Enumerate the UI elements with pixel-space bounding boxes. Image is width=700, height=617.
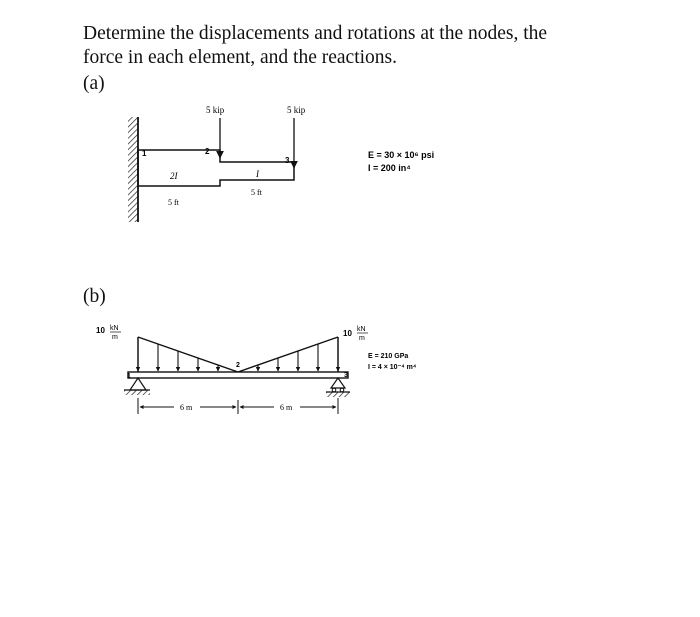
stepped-beam — [138, 150, 294, 186]
part-b-label: (b) — [83, 286, 106, 307]
modulus-b: E = 210 GPa — [368, 353, 409, 360]
inertia-b: I = 4 × 10⁻⁴ m⁴ — [368, 364, 417, 371]
problem-line-2: force in each element, and the reactions. — [83, 47, 398, 68]
node-3-label-a: 3 — [285, 156, 290, 165]
node-2-label-a: 2 — [205, 147, 210, 156]
node-1-label-a: 1 — [142, 149, 147, 158]
part-a-label: (a) — [83, 73, 105, 94]
length-right-b: 6 m — [280, 403, 293, 412]
length-left-b: 6 m — [180, 403, 193, 412]
pin-support-left — [124, 378, 150, 395]
length-left-a: 5 ft — [168, 198, 179, 207]
roller-support-right — [326, 378, 350, 397]
load-left-unit-num: kN — [110, 325, 119, 332]
stiffness-left: 2I — [170, 171, 178, 181]
dimension-line-b — [138, 398, 338, 414]
modulus-a: E = 30 × 10⁶ psi — [368, 150, 435, 160]
load-right-value: 10 — [343, 329, 352, 338]
load-left-unit-den: m — [112, 334, 118, 341]
inertia-a: I = 200 in⁴ — [368, 163, 411, 173]
load-left-label: 5 kip — [206, 105, 225, 115]
load-right-unit-num: kN — [357, 326, 366, 333]
problem-line-1: Determine the displacements and rotations at the nodes, the — [83, 23, 548, 44]
figure-b — [96, 325, 417, 414]
node-1-label-b: 1 — [127, 373, 131, 380]
load-right-label: 5 kip — [287, 105, 306, 115]
load-right-unit-den: m — [359, 335, 365, 342]
node-2-label-b: 2 — [236, 362, 240, 369]
node-3-label-b: 3 — [344, 372, 348, 379]
stiffness-right: I — [256, 169, 259, 179]
length-right-a: 5 ft — [251, 188, 262, 197]
beam-b — [128, 372, 348, 378]
load-left-value: 10 — [96, 326, 105, 335]
figure-a — [128, 105, 434, 222]
wall-support-a — [128, 117, 138, 222]
